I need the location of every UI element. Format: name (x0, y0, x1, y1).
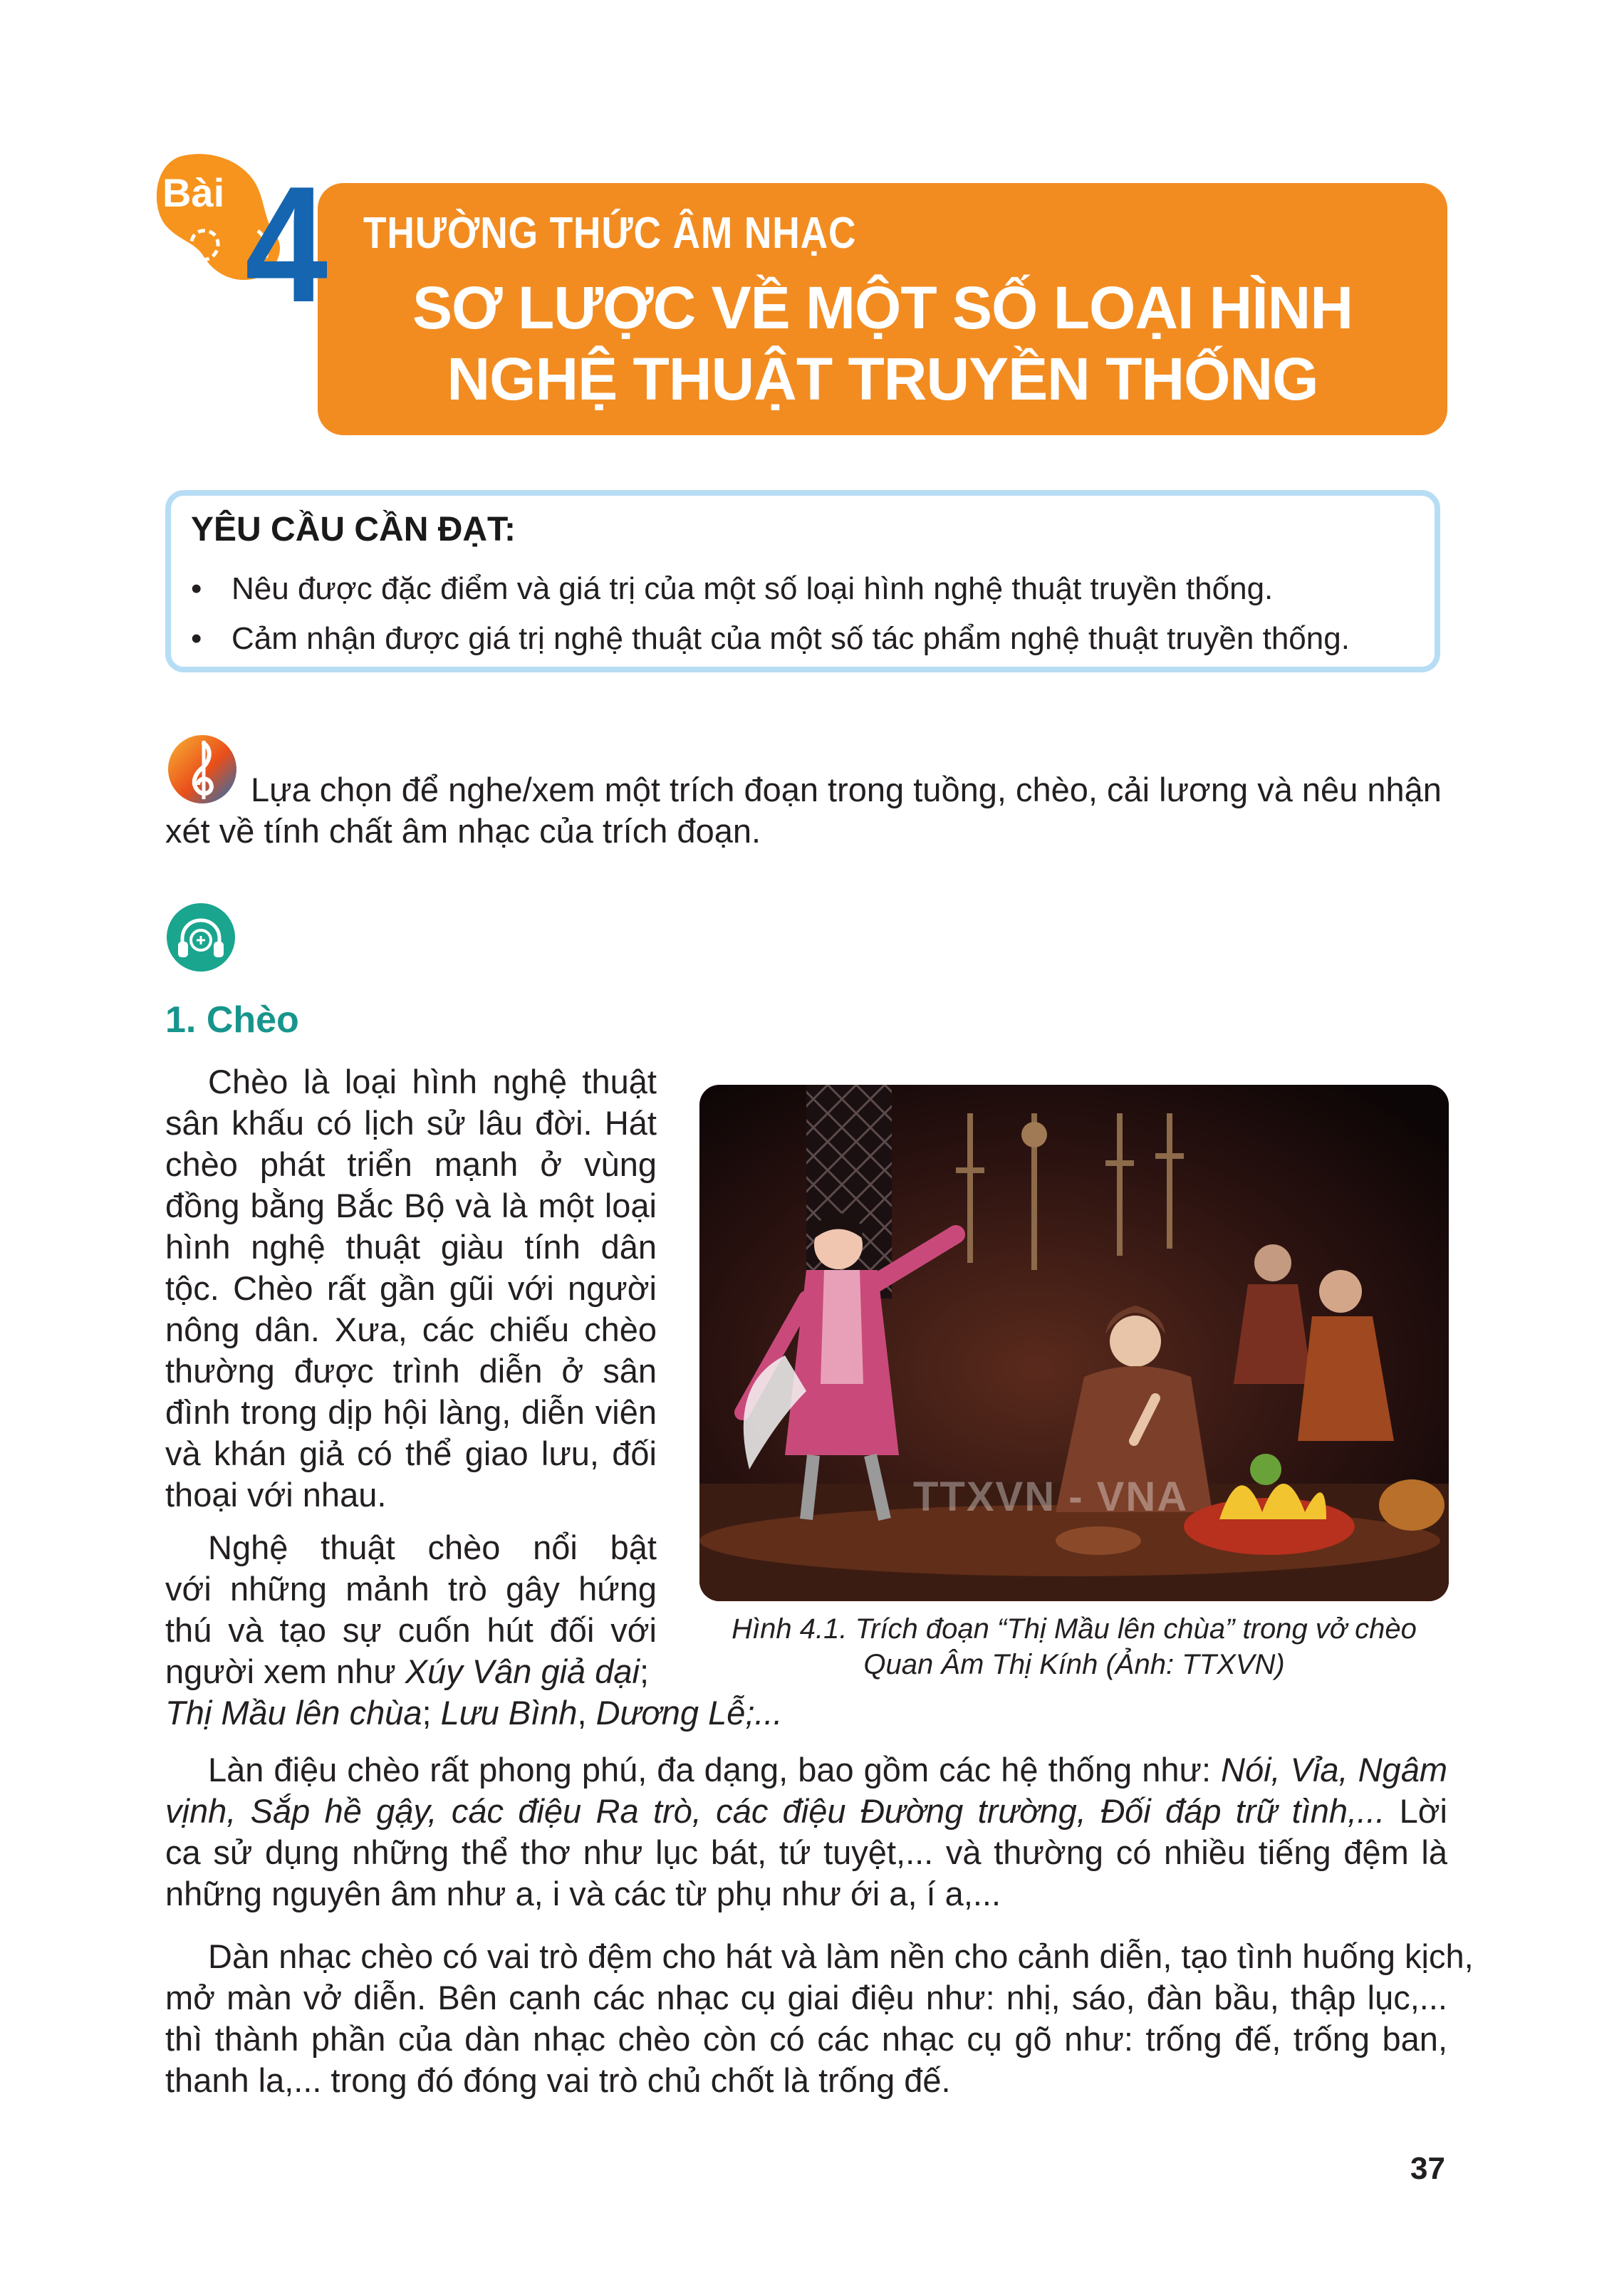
page-title-line-2: NGHỆ THUẬT TRUYỀN THỐNG (447, 345, 1318, 412)
lesson-badge-label: Bài (162, 170, 225, 215)
paragraph-line: với những mảnh trò gây hứng (165, 1570, 657, 1608)
bullet-icon: • (191, 621, 202, 656)
paragraph-line: thường được trình diễn ở sân (165, 1352, 657, 1390)
page-title-line-1: SƠ LƯỢC VỀ MỘT SỐ LOẠI HÌNH (412, 274, 1353, 341)
paragraph-line: Nghệ thuật chèo nổi bật (208, 1529, 657, 1566)
requirement-item: Cảm nhận được giá trị nghệ thuật của một số tác phẩm nghệ thuật truyền thống. (231, 621, 1350, 656)
play-title: Thị Mầu lên chùa (165, 1694, 422, 1732)
paragraph-line (165, 1651, 657, 1692)
highlight-paragraph (165, 1527, 657, 1692)
paragraph-line: mở màn vở diễn. Bên cạnh các nhạc cụ giai điệu như: nhị, sáo, đàn bầu, thập lục,... (165, 1979, 1447, 2016)
paragraph-line: sân khấu có lịch sử lâu đời. Hát (165, 1104, 657, 1142)
page-number: 37 (1410, 2151, 1445, 2186)
melody-names: vịnh, Sắp hề gậy, các điệu Ra trò, các điệu Đường trường, Đối đáp trữ tình,... (165, 1792, 1385, 1830)
paragraph-line: Chèo là loại hình nghệ thuật (208, 1063, 657, 1100)
activity-line-2: xét về tính chất âm nhạc của trích đoạn. (165, 812, 761, 850)
paragraph-line: những nguyên âm như a, i và các từ phụ như ới a, í a,... (165, 1875, 1001, 1912)
paragraph-line: thoại với nhau. (165, 1476, 387, 1514)
figure-caption-line-2: Quan Âm Thị Kính (Ảnh: TTXVN) (863, 1649, 1285, 1680)
bullet-icon: • (191, 571, 202, 606)
paragraph-line: đồng bằng Bắc Bộ và là một loại (165, 1187, 657, 1224)
paragraph-line: thì thành phần của dàn nhạc chèo còn có các nhạc cụ gõ như: trống đế, trống ban, (165, 2020, 1447, 2058)
lesson-number: 4 (245, 152, 328, 337)
paragraph-line: chèo phát triển mạnh ở vùng (165, 1145, 657, 1183)
section-title: 1. Chèo (165, 999, 299, 1041)
play-title: Xúy Vân giả dại (405, 1652, 640, 1690)
text-run: , (577, 1694, 596, 1732)
paragraph-line: và khán giả có thể giao lưu, đối (165, 1435, 657, 1472)
paragraph-line: đình trong dịp hội làng, diễn viên (165, 1393, 657, 1431)
requirement-item: Nêu được đặc điểm và giá trị của một số loại hình nghệ thuật truyền thống. (231, 571, 1274, 606)
paragraph-line (165, 1791, 1447, 1832)
orchestra-paragraph (165, 1936, 1474, 2101)
text-run: người xem như (165, 1652, 405, 1690)
paragraph-line: thanh la,... trong đó đóng vai trò chủ chốt là trống đế. (165, 2061, 951, 2099)
photo-watermark: TTXVN - VNA (913, 1474, 1189, 1520)
melody-paragraph (165, 1749, 1447, 1915)
play-titles-line (165, 1692, 783, 1734)
header-kicker: THƯỜNG THỨC ÂM NHẠC (363, 209, 857, 258)
intro-paragraph (165, 1061, 657, 1516)
requirements-title: YÊU CẦU CẦN ĐẠT: (191, 511, 516, 548)
text-run: ; (422, 1694, 441, 1732)
melody-names: Nói, Vỉa, Ngâm (1221, 1751, 1447, 1789)
paragraph-line: thú và tạo sự cuốn hút đối với (165, 1611, 657, 1649)
paragraph-line: Dàn nhạc chèo có vai trò đệm cho hát và làm nền cho cảnh diễn, tạo tình huống kịch, (208, 1937, 1474, 1975)
paragraph-line (165, 1749, 1447, 1791)
performance-photo (699, 1085, 1449, 1601)
text-run: ;... (745, 1694, 783, 1732)
figure-caption-line-1: Hình 4.1. Trích đoạn “Thị Mầu lên chùa” trong vở chèo (732, 1613, 1417, 1645)
play-title: Dương Lễ (595, 1694, 746, 1732)
paragraph-line: nông dân. Xưa, các chiếu chèo (165, 1311, 657, 1348)
play-title: Lưu Bình (440, 1694, 578, 1732)
text-run: Làn điệu chèo rất phong phú, đa dạng, bao gồm các hệ thống như: (208, 1751, 1222, 1789)
text-run: Lời (1385, 1792, 1447, 1830)
activity-line-1: Lựa chọn để nghe/xem một trích đoạn trong tuồng, chèo, cải lương và nêu nhận (251, 771, 1442, 808)
paragraph-line: ca sử dụng những thể thơ như lục bát, tứ tuyệt,... và thường có nhiều tiếng đệm là (165, 1833, 1447, 1871)
paragraph-line: tộc. Chèo rất gần gũi với người (165, 1269, 657, 1307)
paragraph-line: hình nghệ thuật giàu tính dân (165, 1228, 657, 1266)
headphones-icon (165, 902, 236, 973)
text-run: ; (639, 1652, 650, 1690)
photo-illustration (699, 1085, 1449, 1601)
music-note-icon (165, 732, 239, 806)
